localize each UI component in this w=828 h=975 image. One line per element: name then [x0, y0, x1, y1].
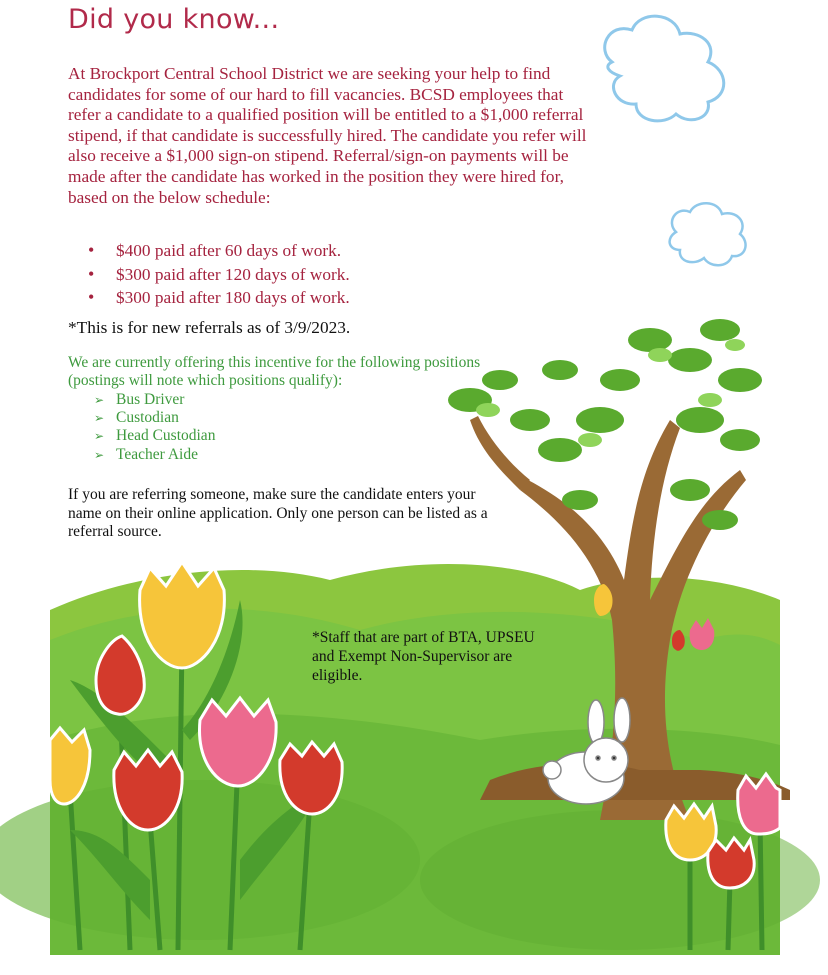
referral-date-note: *This is for new referrals as of 3/9/2023. [68, 318, 351, 337]
list-item: ➢ Bus Driver [94, 391, 215, 409]
positions-intro: We are currently offering this incentive for the following positions (postings will note which positions qualify): [68, 354, 481, 390]
list-item: ➢ Custodian [94, 409, 215, 427]
list-item: • $400 paid after 60 days of work. [88, 239, 350, 263]
page-title: Did you know... [68, 4, 280, 35]
list-item: • $300 paid after 120 days of work. [88, 263, 350, 287]
eligibility-note: *Staff that are part of BTA, UPSEU and Exempt Non-Supervisor are eligible. [312, 629, 535, 684]
cloud-icon [605, 16, 724, 121]
list-item: ➢ Teacher Aide [94, 446, 215, 464]
positions-list [94, 391, 215, 464]
intro-paragraph [68, 64, 598, 208]
intro-text: At Brockport Central School District we are seeking your help to find candidates for some of our hard to fill vacancies. BCSD employees that refer a candidate to a qualified position will be entitled to a $1,000 referral stipend, if that candidate is successfully hired. The candidate you refer will also receive a $1,000 sign-on stipend. Referral/sign-on payments will be made after the candidate has worked in the position they were hired for, based on the below schedule: [68, 64, 587, 207]
list-item: ➢ Head Custodian [94, 427, 215, 445]
referral-instructions: If you are referring someone, make sure the candidate enters your name on their online application. Only one person can be listed as a referral source. [68, 486, 488, 541]
list-item: • $300 paid after 180 days of work. [88, 286, 350, 310]
payment-schedule-list [88, 239, 350, 310]
cloud-icon [670, 203, 746, 265]
